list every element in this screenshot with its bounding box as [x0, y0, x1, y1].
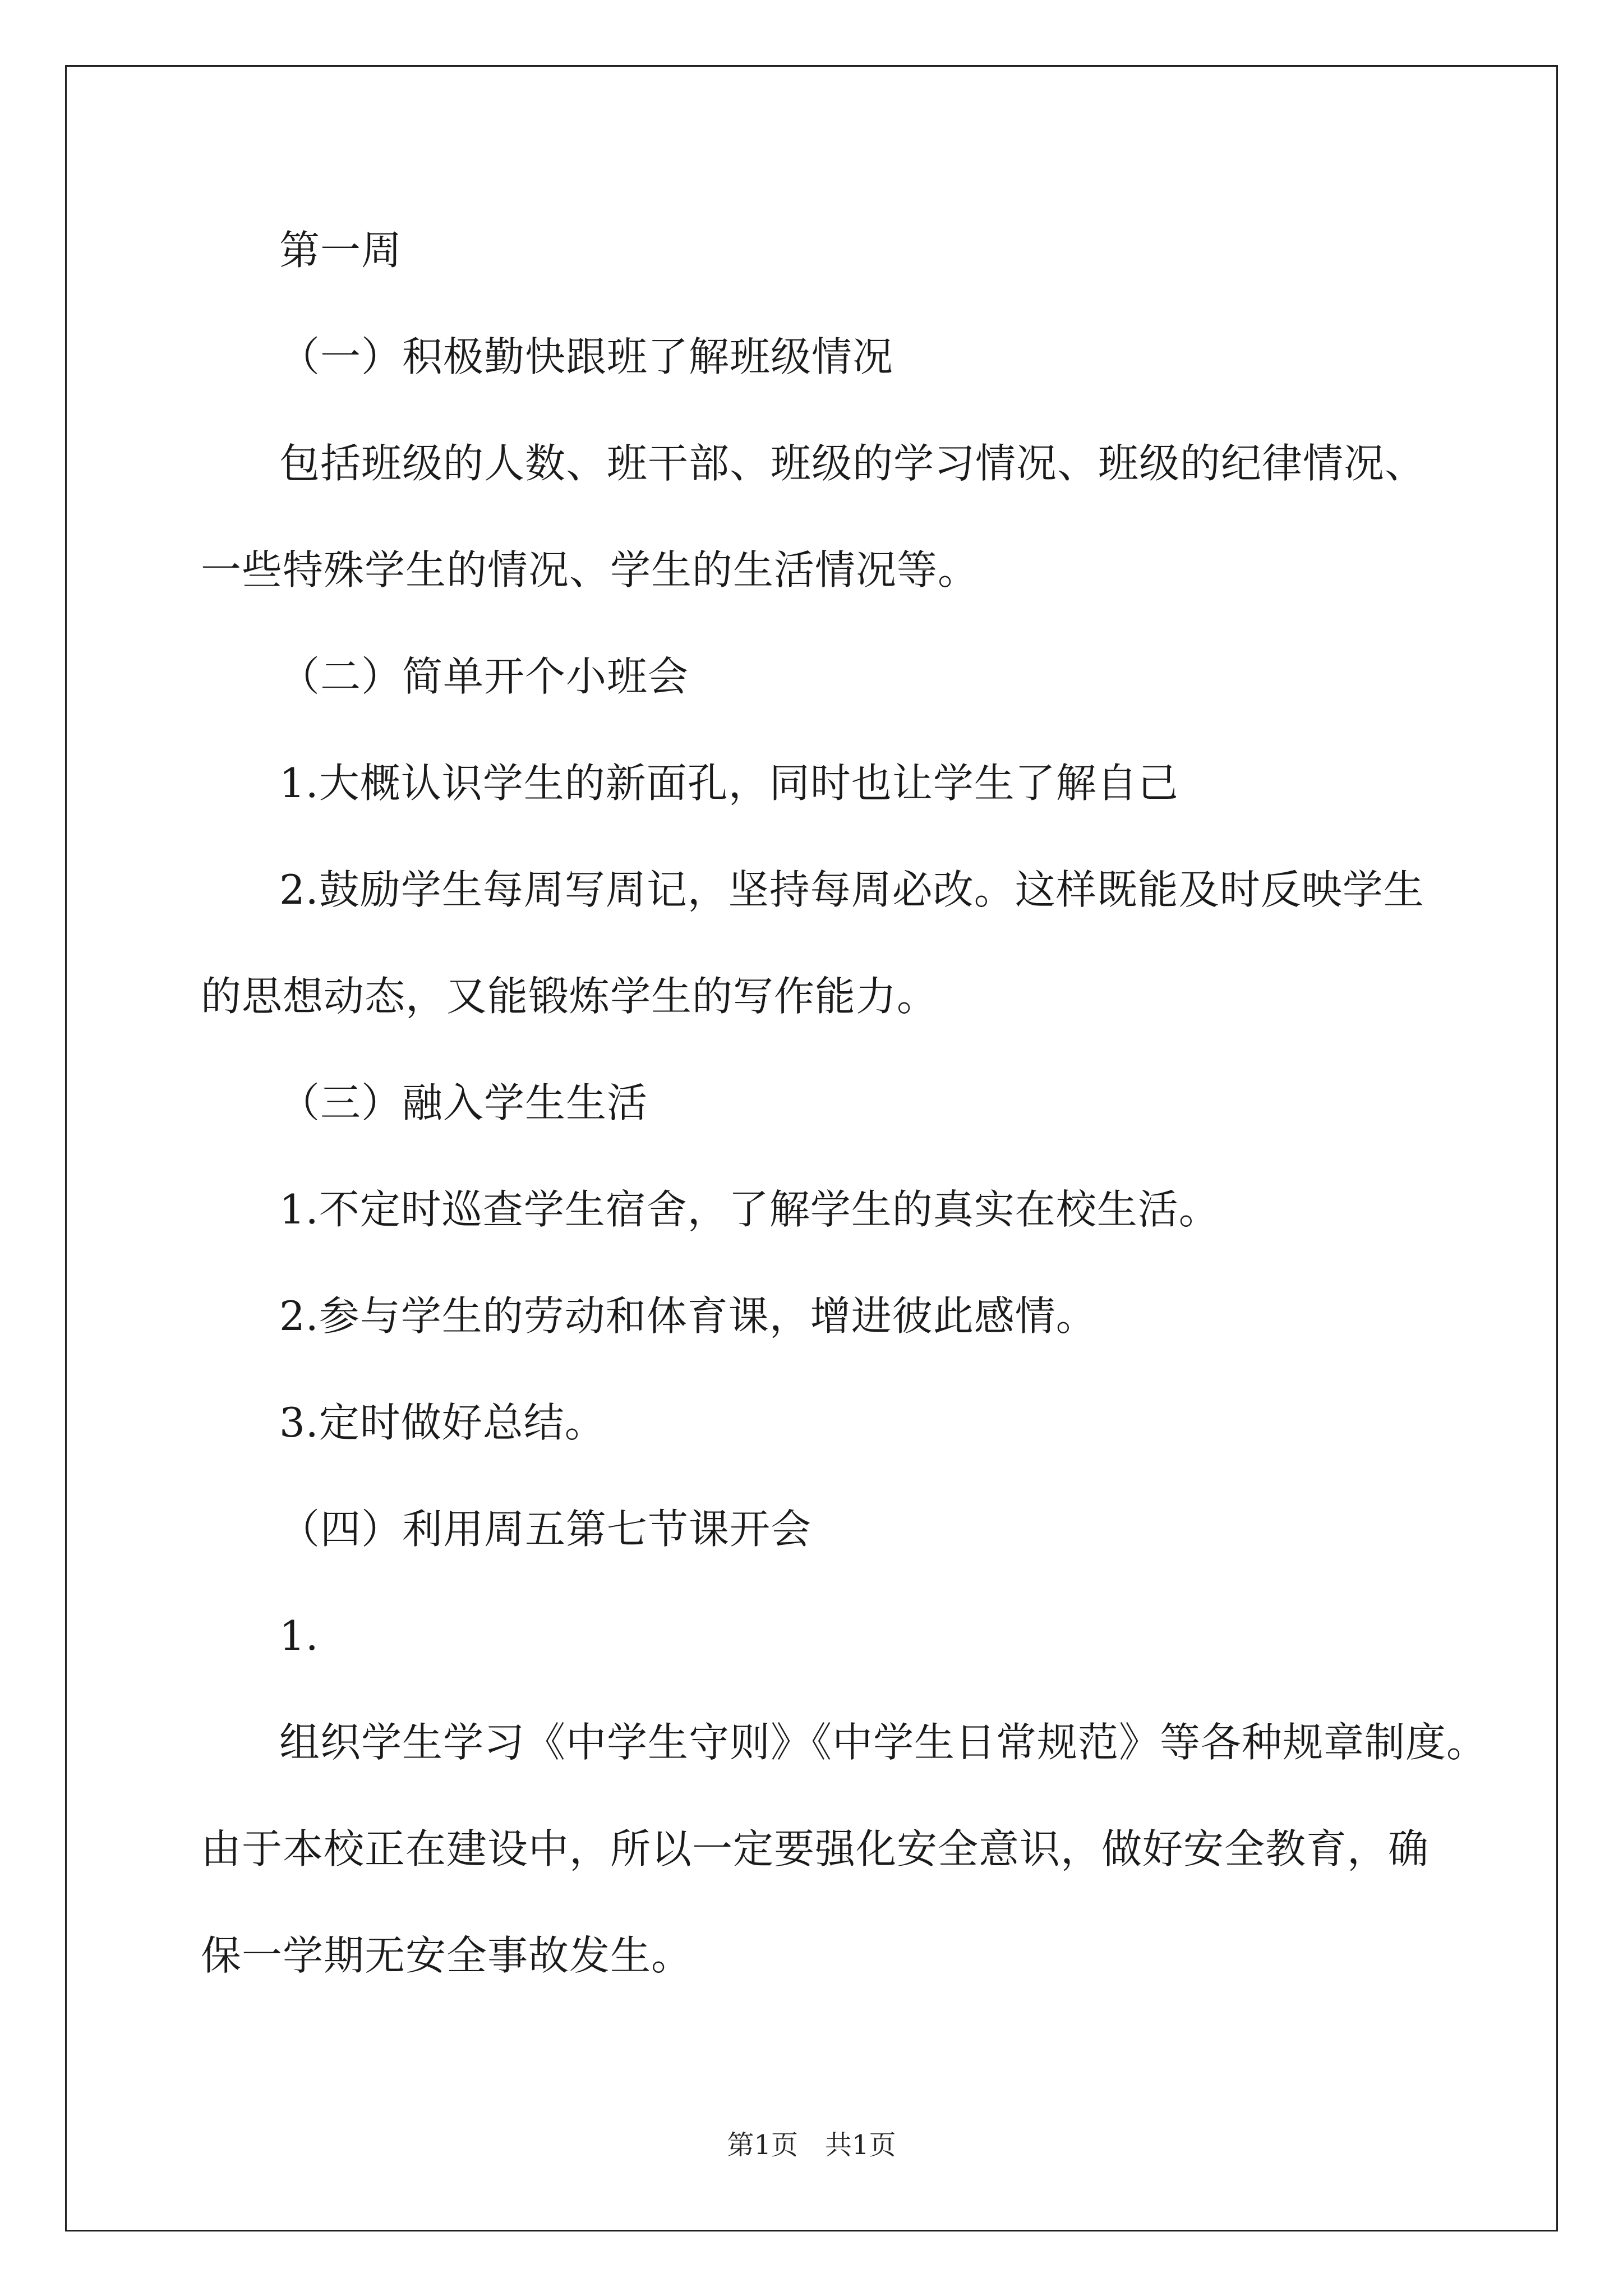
page-border	[65, 65, 1558, 2231]
list-item: 2.鼓励学生每周写周记，坚持每周必改。这样既能及时反映学生	[279, 866, 1424, 913]
section-heading-3: （三）融入学生生活	[279, 1079, 648, 1126]
section-heading-2: （二）简单开个小班会	[279, 653, 689, 700]
list-item: 3.定时做好总结。	[279, 1399, 606, 1446]
heading-week-one: 第一周	[279, 227, 403, 274]
list-item: 1.不定时巡查学生宿舍，了解学生的真实在校生活。	[279, 1186, 1220, 1233]
paragraph-line: 的思想动态，又能锻炼学生的写作能力。	[201, 973, 938, 1020]
page-number-footer: 第1页 共1页	[727, 2129, 896, 2161]
list-item: 2.参与学生的劳动和体育课，增进彼此感情。	[279, 1292, 1097, 1340]
section-heading-4: （四）利用周五第七节课开会	[279, 1506, 812, 1553]
paragraph-line: 包括班级的人数、班干部、班级的学习情况、班级的纪律情况、	[279, 440, 1426, 487]
list-item: 1.	[279, 1612, 319, 1659]
paragraph-line: 保一学期无安全事故发生。	[201, 1932, 693, 1979]
paragraph-line: 一些特殊学生的情况、学生的生活情况等。	[201, 546, 979, 593]
section-heading-1: （一）积极勤快跟班了解班级情况	[279, 333, 894, 380]
paragraph-line: 组织学生学习《中学生守则》《中学生日常规范》等各种规章制度。	[279, 1719, 1488, 1766]
paragraph-line: 由于本校正在建设中，所以一定要强化安全意识，做好安全教育，确	[201, 1825, 1430, 1872]
list-item: 1.大概认识学生的新面孔，同时也让学生了解自己	[279, 760, 1179, 807]
